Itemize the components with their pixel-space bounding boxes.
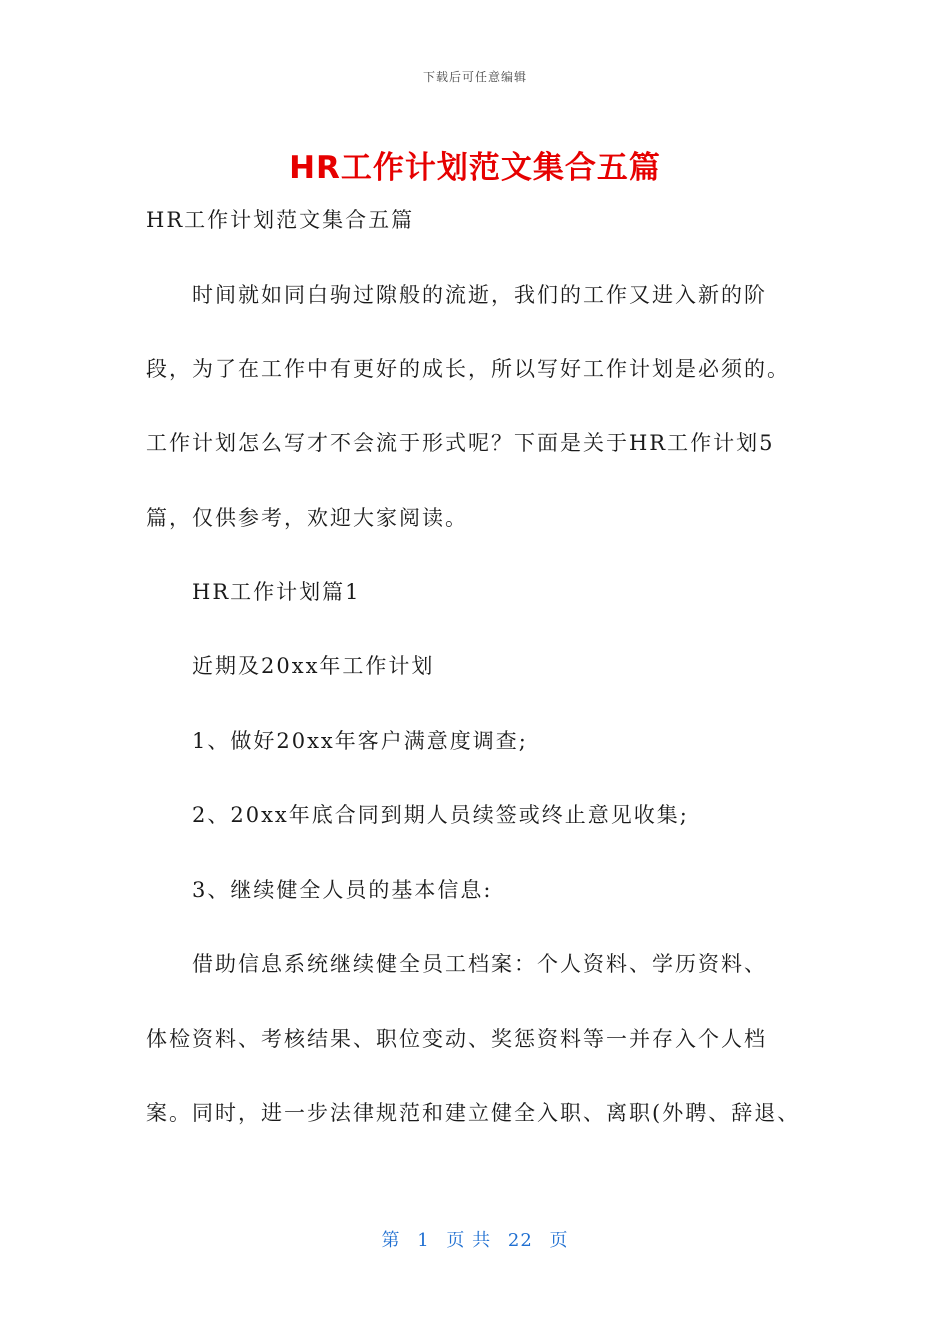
paragraph-line: 篇，仅供参考，欢迎大家阅读。 — [146, 506, 468, 530]
list-item: 2、20xx年底合同到期人员续签或终止意见收集; — [192, 803, 689, 827]
footer-current-page: 1 — [417, 1230, 430, 1251]
footer-label-page: 第 — [381, 1230, 401, 1251]
paragraph-line: 案。同时，进一步法律规范和建立健全入职、离职(外聘、辞退、 — [146, 1101, 801, 1125]
footer-label-pages: 页 — [549, 1230, 569, 1251]
footer-label-of: 页 共 — [446, 1230, 492, 1251]
document-title: HR工作计划范文集合五篇 — [289, 150, 661, 186]
page-footer — [0, 1226, 950, 1252]
list-item: 3、继续健全人员的基本信息: — [192, 878, 493, 902]
paragraph-line: HR工作计划范文集合五篇 — [146, 208, 415, 232]
paragraph-line: 体检资料、考核结果、职位变动、奖惩资料等一并存入个人档 — [146, 1027, 767, 1051]
paragraph-line: 时间就如同白驹过隙般的流逝，我们的工作又进入新的阶 — [192, 283, 767, 307]
list-item: 1、做好20xx年客户满意度调查; — [192, 729, 528, 753]
footer-total-pages: 22 — [507, 1230, 533, 1251]
paragraph-line: 近期及20xx年工作计划 — [192, 654, 435, 678]
paragraph-line: 段，为了在工作中有更好的成长，所以写好工作计划是必须的。 — [146, 357, 790, 381]
paragraph-line: 借助信息系统继续健全员工档案：个人资料、学历资料、 — [192, 952, 767, 976]
header-note: 下载后可任意编辑 — [422, 70, 527, 84]
section-heading: HR工作计划篇1 — [192, 580, 361, 604]
paragraph-line: 工作计划怎么写才不会流于形式呢？下面是关于HR工作计划5 — [146, 431, 775, 455]
